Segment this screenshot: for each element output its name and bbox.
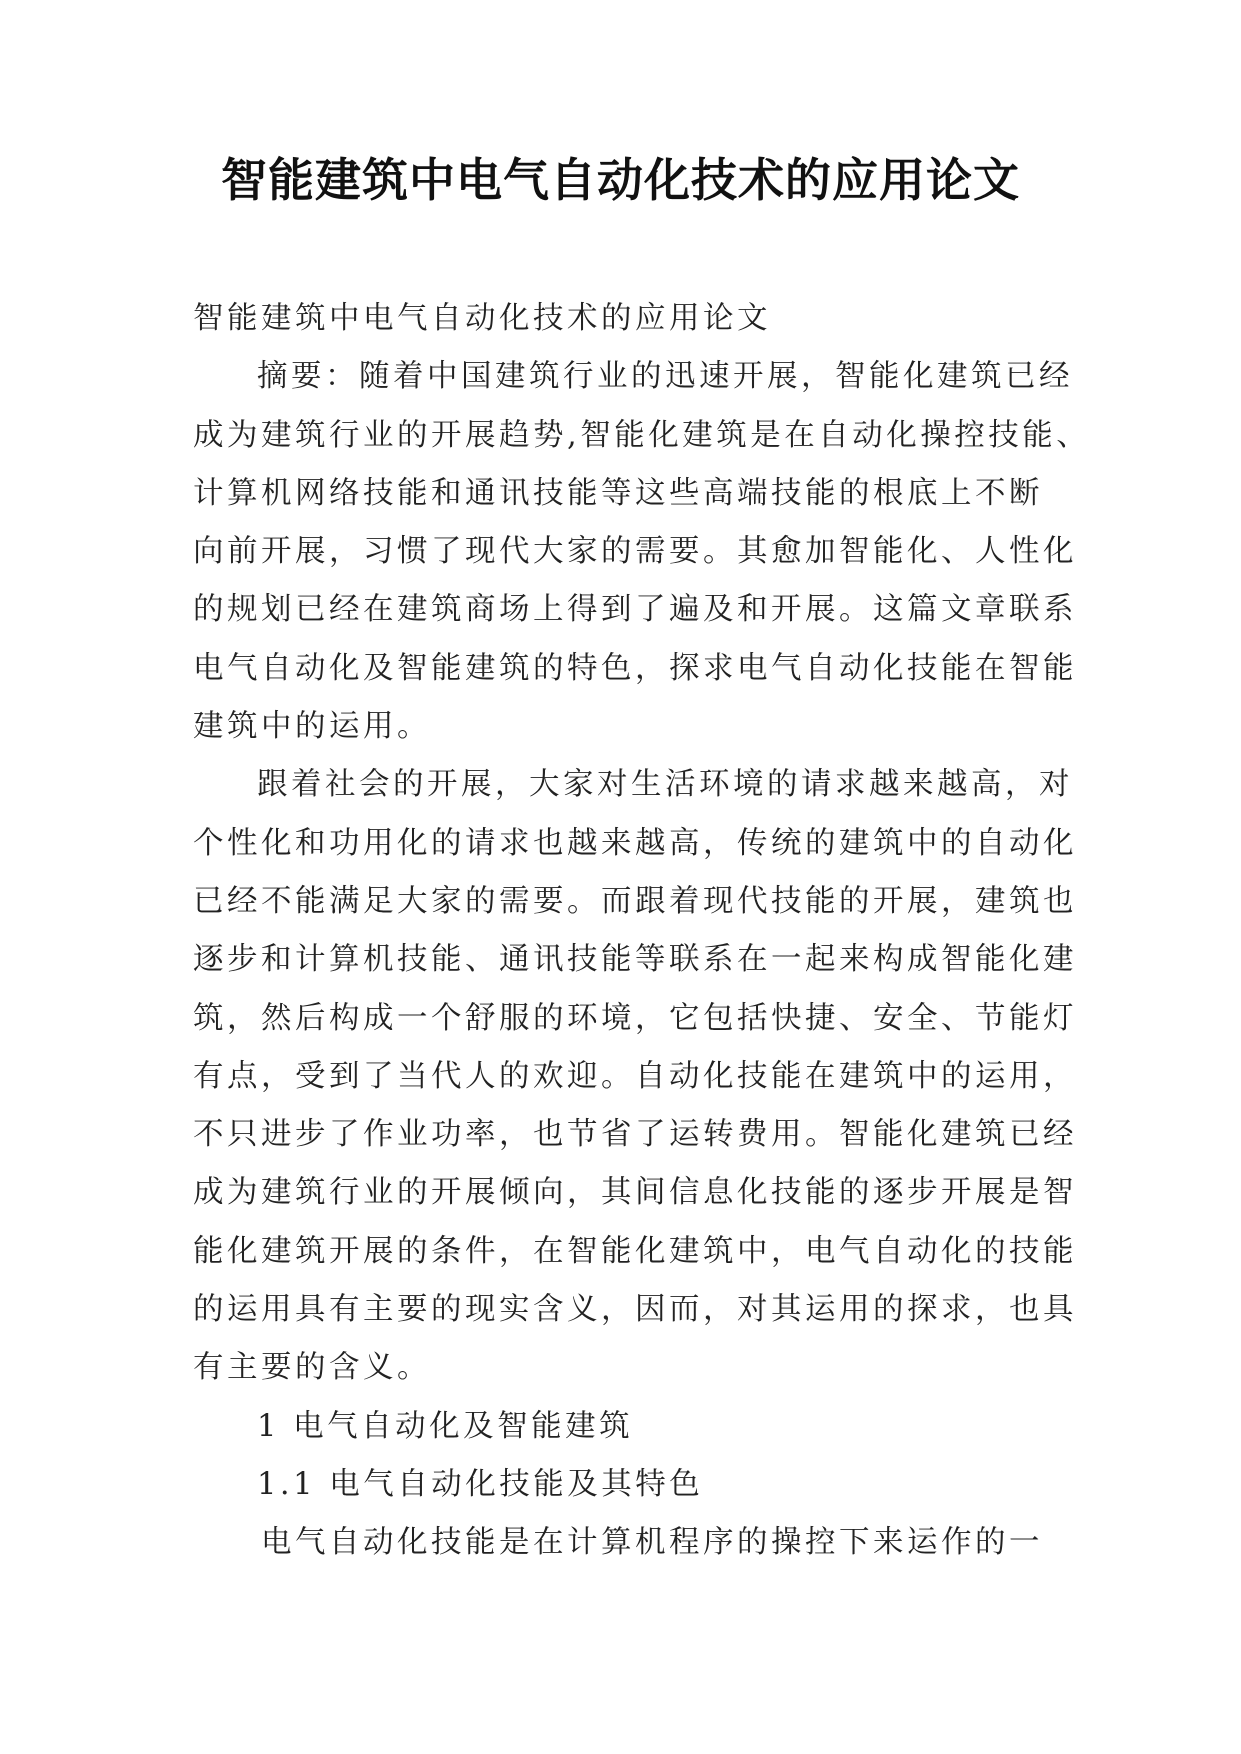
paragraph-line: 有点，受到了当代人的欢迎。自动化技能在建筑中的运用， bbox=[193, 1058, 1077, 1094]
paragraph-line: 能化建筑开展的条件，在智能化建筑中，电气自动化的技能 bbox=[193, 1233, 1077, 1269]
abstract-line: 建筑中的运用。 bbox=[193, 709, 431, 745]
document-body bbox=[193, 290, 1091, 1573]
paragraph-line: 跟着社会的开展，大家对生活环境的请求越来越高，对 bbox=[257, 767, 1073, 803]
abstract-line: 的规划已经在建筑商场上得到了遍及和开展。这篇文章联系 bbox=[193, 592, 1077, 628]
paragraph-line: 成为建筑行业的开展倾向，其间信息化技能的逐步开展是智 bbox=[193, 1175, 1077, 1211]
abstract-line: 计算机网络技能和通讯技能等这些高端技能的根底上不断 bbox=[193, 475, 1043, 511]
paragraph-line: 筑，然后构成一个舒服的环境，它包括快捷、安全、节能灯 bbox=[193, 1000, 1077, 1036]
paragraph-line: 已经不能满足大家的需要。而跟着现代技能的开展，建筑也 bbox=[193, 883, 1077, 919]
paragraph-line: 的运用具有主要的现实含义，因而，对其运用的探求，也具 bbox=[193, 1292, 1077, 1328]
paragraph-line: 有主要的含义。 bbox=[193, 1350, 431, 1386]
subsection-heading: 1.1 电气自动化技能及其特色 bbox=[257, 1466, 704, 1502]
section-heading: 1 电气自动化及智能建筑 bbox=[257, 1408, 634, 1444]
abstract-line: 成为建筑行业的开展趋势,智能化建筑是在自动化操控技能、 bbox=[193, 417, 1091, 453]
abstract-line: 摘要：随着中国建筑行业的迅速开展，智能化建筑已经 bbox=[257, 359, 1073, 395]
paragraph-line: 电气自动化技能是在计算机程序的操控下来运作的一 bbox=[261, 1525, 1043, 1561]
paragraph-line: 不只进步了作业功率，也节省了运转费用。智能化建筑已经 bbox=[193, 1117, 1077, 1153]
paragraph-line: 个性化和功用化的请求也越来越高，传统的建筑中的自动化 bbox=[193, 825, 1077, 861]
paragraph-line: 逐步和计算机技能、通讯技能等联系在一起来构成智能化建 bbox=[193, 942, 1077, 978]
subtitle-line: 智能建筑中电气自动化技术的应用论文 bbox=[193, 301, 771, 336]
document-title: 智能建筑中电气自动化技术的应用论文 bbox=[221, 153, 1020, 207]
abstract-line: 向前开展，习惯了现代大家的需要。其愈加智能化、人性化 bbox=[193, 534, 1077, 570]
abstract-line: 电气自动化及智能建筑的特色，探求电气自动化技能在智能 bbox=[193, 650, 1077, 686]
